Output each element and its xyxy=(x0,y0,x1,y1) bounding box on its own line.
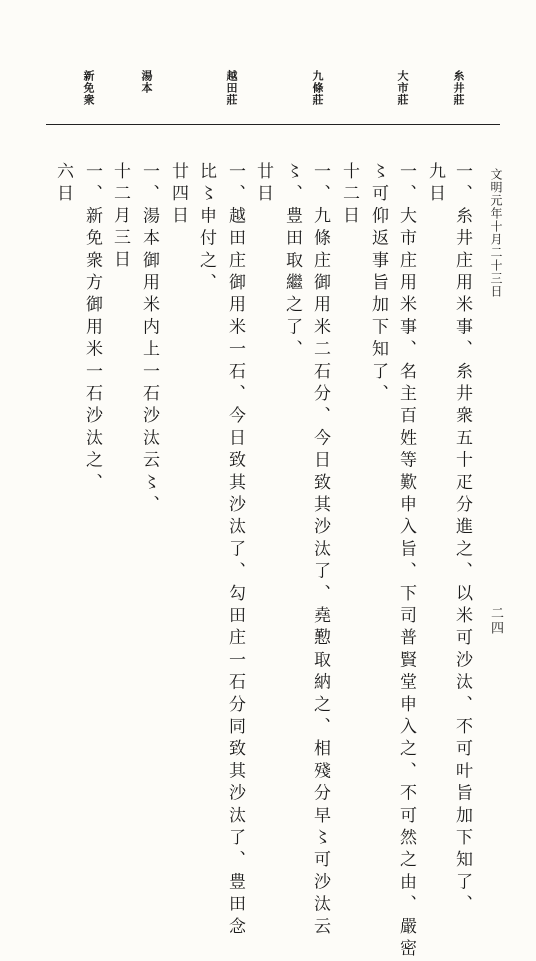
page-number: 二四 xyxy=(488,606,503,636)
date-heading: 六日 xyxy=(53,162,73,206)
date-heading: 廿四日 xyxy=(168,162,188,228)
date-heading: 廿日 xyxy=(253,162,273,206)
margin-header-shinmen: 新免衆 xyxy=(82,70,95,106)
text-column: 比〻申付之、 xyxy=(196,162,216,296)
text-column: 〻可仰返事旨加下知了、 xyxy=(368,162,388,407)
text-column: 一、湯本御用米内上一石沙汰云〻、 xyxy=(139,162,159,518)
running-title: 文明元年十月二十三日 xyxy=(489,168,503,298)
date-heading: 十二月三日 xyxy=(110,162,130,272)
date-heading: 十二日 xyxy=(339,162,359,228)
text-column: 一、大市庄用米事、名主百姓等歎申入旨、下司普賢堂申入之、不可然之由、嚴密 xyxy=(396,162,416,961)
text-column: 一、糸井庄用米事、糸井衆五十疋分進之、以米可沙汰、不可叶旨加下知了、 xyxy=(452,162,472,917)
margin-header-itoi: 糸井莊 xyxy=(452,70,465,106)
date-heading: 九日 xyxy=(425,162,445,206)
text-column: 一、九條庄御用米二石分、今日致其沙汰了、堯懃取納之、相殘分早〻可沙汰云 xyxy=(310,162,330,939)
text-column: 一、新免衆方御用米一石沙汰之、 xyxy=(82,162,102,495)
margin-header-kujo: 九條莊 xyxy=(311,70,324,106)
margin-header-omichi: 大市莊 xyxy=(396,70,409,106)
header-rule xyxy=(46,124,500,125)
text-column: 〻、豊田取繼之了、 xyxy=(282,162,302,362)
margin-header-echida: 越田莊 xyxy=(225,70,238,106)
text-column: 一、越田庄御用米一石、今日致其沙汰了、勾田庄一石分同致其沙汰了、豊田念 xyxy=(225,162,245,939)
margin-header-yumoto: 湯本 xyxy=(140,70,153,94)
